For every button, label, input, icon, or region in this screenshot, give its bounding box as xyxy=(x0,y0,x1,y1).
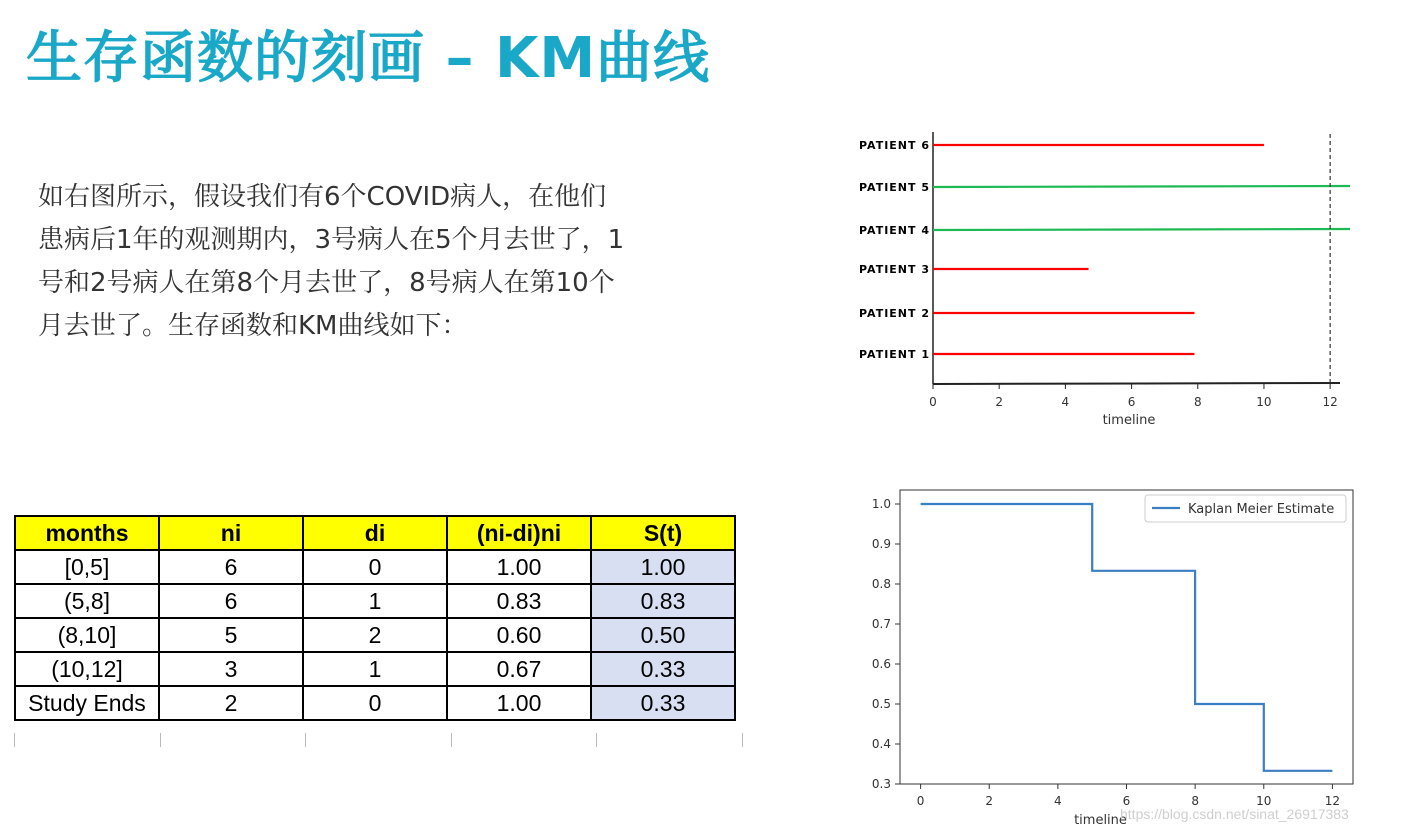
header-di: di xyxy=(303,516,447,550)
x-tick-label: 10 xyxy=(1256,794,1272,808)
x-tick-label: 2 xyxy=(995,395,1004,409)
x-tick-label: 8 xyxy=(1191,794,1199,808)
table-row xyxy=(15,618,735,652)
table-row xyxy=(15,550,735,584)
slide-title: 生存函数的刻画 – KM曲线 xyxy=(26,26,711,91)
paragraph-line: 患病后1年的观测期内，3号病人在5个月去世了，1 xyxy=(38,225,625,255)
patient-label: PATIENT 4 xyxy=(858,224,930,237)
x-tick-label: 0 xyxy=(916,794,925,808)
patient-label: PATIENT 2 xyxy=(858,307,930,320)
header-st: S(t) xyxy=(591,516,735,550)
y-tick-label: 0.8 xyxy=(871,577,891,591)
patient-timeline-chart xyxy=(848,120,1368,440)
header-months: months xyxy=(15,516,159,550)
patient-duration-bar xyxy=(933,186,1350,187)
table-header-row xyxy=(15,516,735,550)
description-paragraph xyxy=(38,176,728,348)
patient-label: PATIENT 6 xyxy=(858,139,930,152)
table-gridline-stubs xyxy=(14,733,743,747)
table-row xyxy=(15,652,735,686)
x-tick-label: 4 xyxy=(1061,395,1070,409)
y-tick-label: 0.6 xyxy=(871,657,891,671)
cell-ni: 6 xyxy=(159,584,303,618)
patient-label: PATIENT 3 xyxy=(858,263,930,276)
y-tick-label: 0.5 xyxy=(871,697,891,711)
x-tick-label: 8 xyxy=(1193,395,1202,409)
x-axis-label: timeline xyxy=(1074,813,1127,828)
cell-di: 1 xyxy=(303,584,447,618)
x-tick-label: 10 xyxy=(1256,395,1272,409)
patient-duration-bar xyxy=(933,229,1350,230)
table-row xyxy=(15,686,735,720)
x-tick-label: 12 xyxy=(1324,794,1341,808)
cell-ni: 6 xyxy=(159,550,303,584)
cell-st: 1.00 xyxy=(591,550,735,584)
cell-months: (10,12] xyxy=(15,652,159,686)
x-tick-label: 4 xyxy=(1054,794,1062,808)
cell-di: 0 xyxy=(303,550,447,584)
y-tick-label: 0.4 xyxy=(871,737,891,751)
x-tick-label: 0 xyxy=(929,395,937,409)
km-curve-chart xyxy=(848,480,1368,830)
survival-table xyxy=(14,515,736,721)
header-ni: ni xyxy=(159,516,303,550)
cell-ni: 2 xyxy=(159,686,303,720)
patient-label: PATIENT 1 xyxy=(858,348,930,361)
paragraph-line: 如右图所示，假设我们有6个COVID病人，在他们 xyxy=(38,182,607,212)
plot-frame xyxy=(900,490,1353,784)
cell-di: 0 xyxy=(303,686,447,720)
header-ratio: (ni-di)ni xyxy=(447,516,591,550)
y-tick-label: 0.3 xyxy=(871,777,891,791)
table-row xyxy=(15,584,735,618)
cell-st: 0.33 xyxy=(591,686,735,720)
cell-months: (8,10] xyxy=(15,618,159,652)
cell-st: 0.50 xyxy=(591,618,735,652)
paragraph-line: 月去世了。生存函数和KM曲线如下： xyxy=(38,311,468,341)
cell-ratio: 1.00 xyxy=(447,550,591,584)
cell-ratio: 0.83 xyxy=(447,584,591,618)
cell-months: (5,8] xyxy=(15,584,159,618)
x-axis-label: timeline xyxy=(1102,413,1156,428)
x-tick-label: 6 xyxy=(1127,395,1136,409)
cell-di: 2 xyxy=(303,618,447,652)
legend-label: Kaplan Meier Estimate xyxy=(1188,502,1335,517)
cell-ni: 5 xyxy=(159,618,303,652)
cell-months: [0,5] xyxy=(15,550,159,584)
y-tick-label: 0.9 xyxy=(871,537,891,551)
cell-months: Study Ends xyxy=(15,686,159,720)
cell-ni: 3 xyxy=(159,652,303,686)
patient-label: PATIENT 5 xyxy=(858,181,930,194)
y-tick-label: 0.7 xyxy=(871,617,891,631)
paragraph-line: 号和2号病人在第8个月去世了，8号病人在第10个 xyxy=(38,268,615,298)
watermark: https://blog.csdn.net/sinat_26917383 xyxy=(1120,806,1349,822)
x-tick-label: 12 xyxy=(1322,395,1338,409)
x-tick-label: 2 xyxy=(985,794,994,808)
cell-st: 0.83 xyxy=(591,584,735,618)
x-axis-line xyxy=(933,383,1340,384)
cell-di: 1 xyxy=(303,652,447,686)
y-tick-label: 1.0 xyxy=(871,497,891,511)
x-tick-label: 6 xyxy=(1122,794,1131,808)
cell-ratio: 0.67 xyxy=(447,652,591,686)
cell-st: 0.33 xyxy=(591,652,735,686)
cell-ratio: 1.00 xyxy=(447,686,591,720)
cell-ratio: 0.60 xyxy=(447,618,591,652)
